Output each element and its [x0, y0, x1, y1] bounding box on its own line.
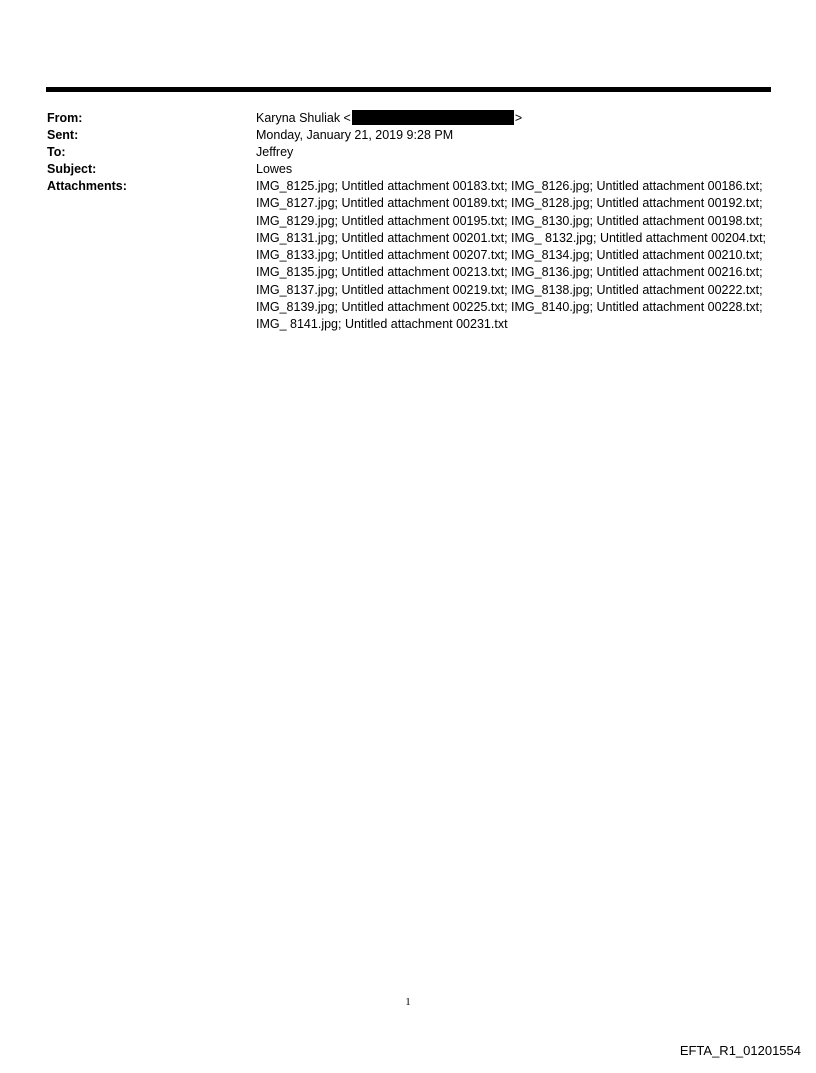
- from-label: From:: [47, 111, 83, 125]
- attachments-list: IMG_8125.jpg; Untitled attachment 00183.txt; IMG_8126.jpg; Untitled attachment 00186.txt; IMG_8127.jpg; Untitled attachment 00189.txt; IMG_8128.jpg; Untitled attachment 00192.txt; IMG_8129.jpg; Untitled attachment 00195.txt; IMG_8130.jpg; Untitled attachment 00198.txt; IMG_8131.jpg; Untitled attachment 00201.txt; IMG_ 8132.jpg; Untitled attachment 00204.txt; IMG_8133.jpg; Untitled attachment 00207.txt; IMG_8134.jpg; Untitled attachment 00210.txt; IMG_8135.jpg; Untitled attachment 00213.txt; IMG_8136.jpg; Untitled attachment 00216.txt; IMG_8137.jpg; Untitled attachment 00219.txt; IMG_8138.jpg; Untitled attachment 00222.txt; IMG_8139.jpg; Untitled attachment 00225.txt; IMG_8140.jpg; Untitled attachment 00228.txt; IMG_ 8141.jpg; Untitled attachment 00231.txt: [256, 179, 767, 332]
- page-number: 1: [405, 996, 411, 1008]
- sent-row: [47, 127, 771, 144]
- subject-label: Subject:: [47, 162, 97, 176]
- to-row: [47, 144, 771, 161]
- email-header: [47, 110, 771, 334]
- subject-row: [47, 161, 771, 178]
- sent-value: Monday, January 21, 2019 9:28 PM: [256, 128, 454, 142]
- to-value: Jeffrey: [256, 145, 294, 159]
- attachments-row: [47, 178, 771, 334]
- to-label: To:: [47, 145, 66, 159]
- bates-number: EFTA_R1_01201554: [679, 1043, 801, 1058]
- redacted-email-address: [352, 110, 514, 125]
- from-value: [256, 110, 771, 127]
- from-row: [47, 110, 771, 127]
- sender-close-bracket: >: [514, 111, 523, 125]
- header-rule: [46, 87, 771, 92]
- attachments-label: Attachments:: [47, 179, 127, 193]
- sender-name: Karyna Shuliak <: [256, 111, 351, 125]
- sent-label: Sent:: [47, 128, 79, 142]
- subject-value: Lowes: [256, 162, 293, 176]
